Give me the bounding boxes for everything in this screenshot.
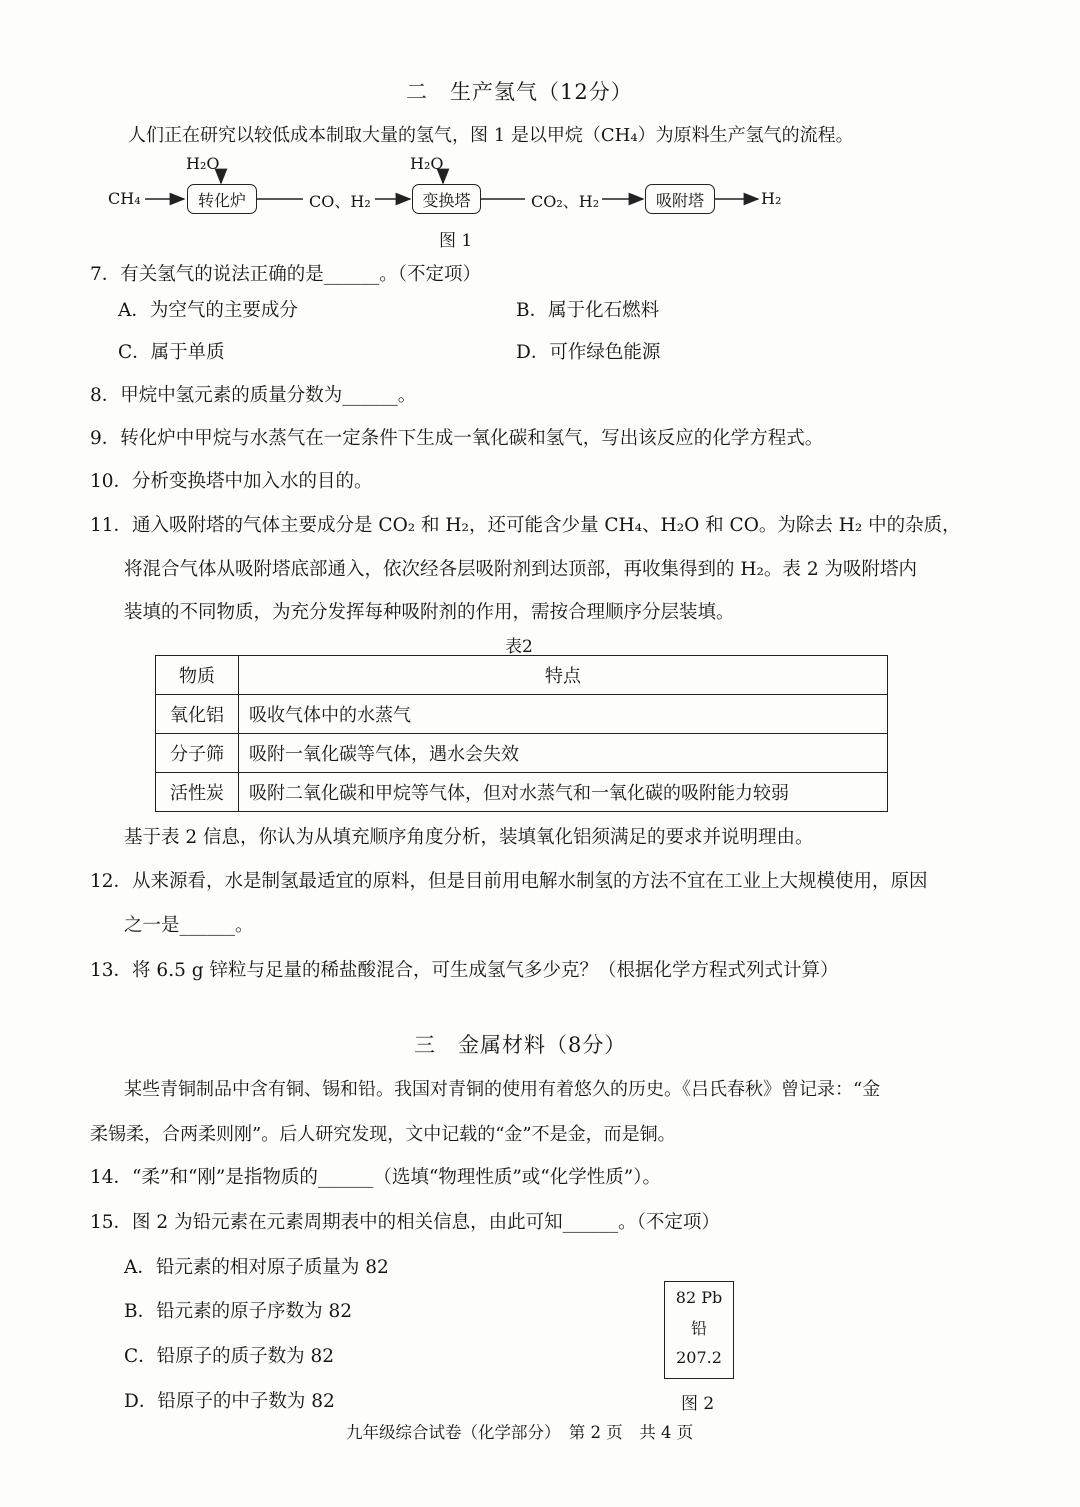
- flow-ch4-label: CH₄: [108, 189, 141, 208]
- question-7-option-a: A．为空气的主要成分: [118, 300, 298, 321]
- table-row: [156, 773, 888, 812]
- question-11-line-1: 11．通入吸附塔的气体主要成分是 CO₂ 和 H₂，还可能含少量 CH₄、H₂O 和 CO。为除去 H₂ 中的杂质，: [90, 515, 961, 536]
- flow-h2o-label-2: H₂O: [410, 154, 444, 173]
- table-cell-substance: 活性炭: [156, 773, 239, 812]
- question-15-option-c: C．铅原子的质子数为 82: [124, 1346, 335, 1367]
- question-11-followup: 基于表 2 信息，你认为从填充顺序角度分析，装填氧化铝须满足的要求并说明理由。: [124, 827, 814, 848]
- table-2-caption: 表2: [505, 637, 533, 657]
- question-11-line-3: 装填的不同物质，为充分发挥每种吸附剂的作用，需按合理顺序分层装填。: [124, 602, 735, 623]
- flow-h2-label: H₂: [761, 189, 782, 208]
- section-3-intro-line-1: 某些青铜制品中含有铜、锡和铅。我国对青铜的使用有着悠久的历史。《吕氏春秋》曾记录：“金: [124, 1079, 881, 1100]
- question-12-line-2: 之一是______。: [124, 915, 254, 936]
- page-footer: 九年级综合试卷（化学部分） 第 2 页 共 4 页: [346, 1423, 694, 1442]
- section-3-intro-line-2: 柔锡柔，合两柔则刚”。后人研究发现，文中记载的“金”不是金，而是铜。: [90, 1124, 676, 1145]
- question-8: 8．甲烷中氢元素的质量分数为______。: [90, 385, 417, 406]
- table-cell-feature: 吸附二氧化碳和甲烷等气体，但对水蒸气和一氧化碳的吸附能力较弱: [239, 773, 888, 812]
- question-15-option-d: D．铅原子的中子数为 82: [124, 1391, 335, 1412]
- question-10: 10．分析变换塔中加入水的目的。: [90, 471, 373, 492]
- flow-mid2-label: CO₂、H₂: [531, 192, 600, 211]
- question-9: 9．转化炉中甲烷与水蒸气在一定条件下生成一氧化碳和氢气，写出该反应的化学方程式。: [90, 428, 824, 449]
- flow-box-converter: 转化炉: [187, 184, 257, 214]
- question-15-option-b: B．铅元素的原子序数为 82: [124, 1301, 353, 1322]
- section-3-title: 三 金属材料（8分）: [414, 1033, 627, 1057]
- lead-element-card: [664, 1281, 734, 1379]
- question-14: 14．“柔”和“刚”是指物质的______（选填“物理性质”或“化学性质”）。: [90, 1167, 661, 1188]
- adsorbent-table: [155, 655, 888, 812]
- table-row: [156, 695, 888, 734]
- question-7-option-d: D．可作绿色能源: [516, 342, 661, 363]
- question-13: 13．将 6.5 g 锌粒与足量的稀盐酸混合，可生成氢气多少克？（根据化学方程式列式计算）: [90, 960, 839, 981]
- table-header-cell: 物质: [156, 656, 239, 695]
- flow-box-shift-tower: 变换塔: [412, 184, 481, 214]
- question-7-option-c: C．属于单质: [118, 342, 225, 363]
- question-12-line-1: 12．从来源看，水是制氢最适宜的原料，但是目前用电解水制氢的方法不宜在工业上大规模使用，原因: [90, 871, 928, 892]
- figure-1-caption: 图 1: [439, 231, 473, 251]
- question-15-option-a: A．铅元素的相对原子质量为 82: [124, 1257, 389, 1278]
- question-11-line-2: 将混合气体从吸附塔底部通入，依次经各层吸附剂到达顶部，再收集得到的 H₂。表 2 为吸附塔内: [124, 559, 917, 580]
- flow-h2o-label-1: H₂O: [186, 154, 220, 173]
- table-cell-substance: 分子筛: [156, 734, 239, 773]
- figure-2-caption: 图 2: [681, 1394, 715, 1414]
- flow-box-adsorption-tower: 吸附塔: [645, 184, 715, 214]
- section-2-title: 二 生产氢气（12分）: [406, 80, 633, 104]
- table-header-row: [156, 656, 888, 695]
- table-cell-substance: 氧化铝: [156, 695, 239, 734]
- table-cell-feature: 吸收气体中的水蒸气: [239, 695, 888, 734]
- table-row: [156, 734, 888, 773]
- section-2-intro: 人们正在研究以较低成本制取大量的氢气，图 1 是以甲烷（CH₄）为原料生产氢气的流程。: [128, 125, 854, 146]
- element-atomic-mass: 207.2: [676, 1348, 722, 1367]
- element-number-symbol: 82 Pb: [675, 1288, 723, 1307]
- question-15-stem: 15．图 2 为铅元素在元素周期表中的相关信息，由此可知______。（不定项）: [90, 1212, 720, 1233]
- flow-mid1-label: CO、H₂: [309, 192, 371, 211]
- table-header-cell: 特点: [239, 656, 888, 695]
- flow-arrows: [0, 0, 1080, 260]
- question-7-stem: 7．有关氢气的说法正确的是______。（不定项）: [90, 264, 482, 285]
- element-name: 铅: [690, 1319, 707, 1338]
- question-7-option-b: B．属于化石燃料: [516, 300, 660, 321]
- table-cell-feature: 吸附一氧化碳等气体，遇水会失效: [239, 734, 888, 773]
